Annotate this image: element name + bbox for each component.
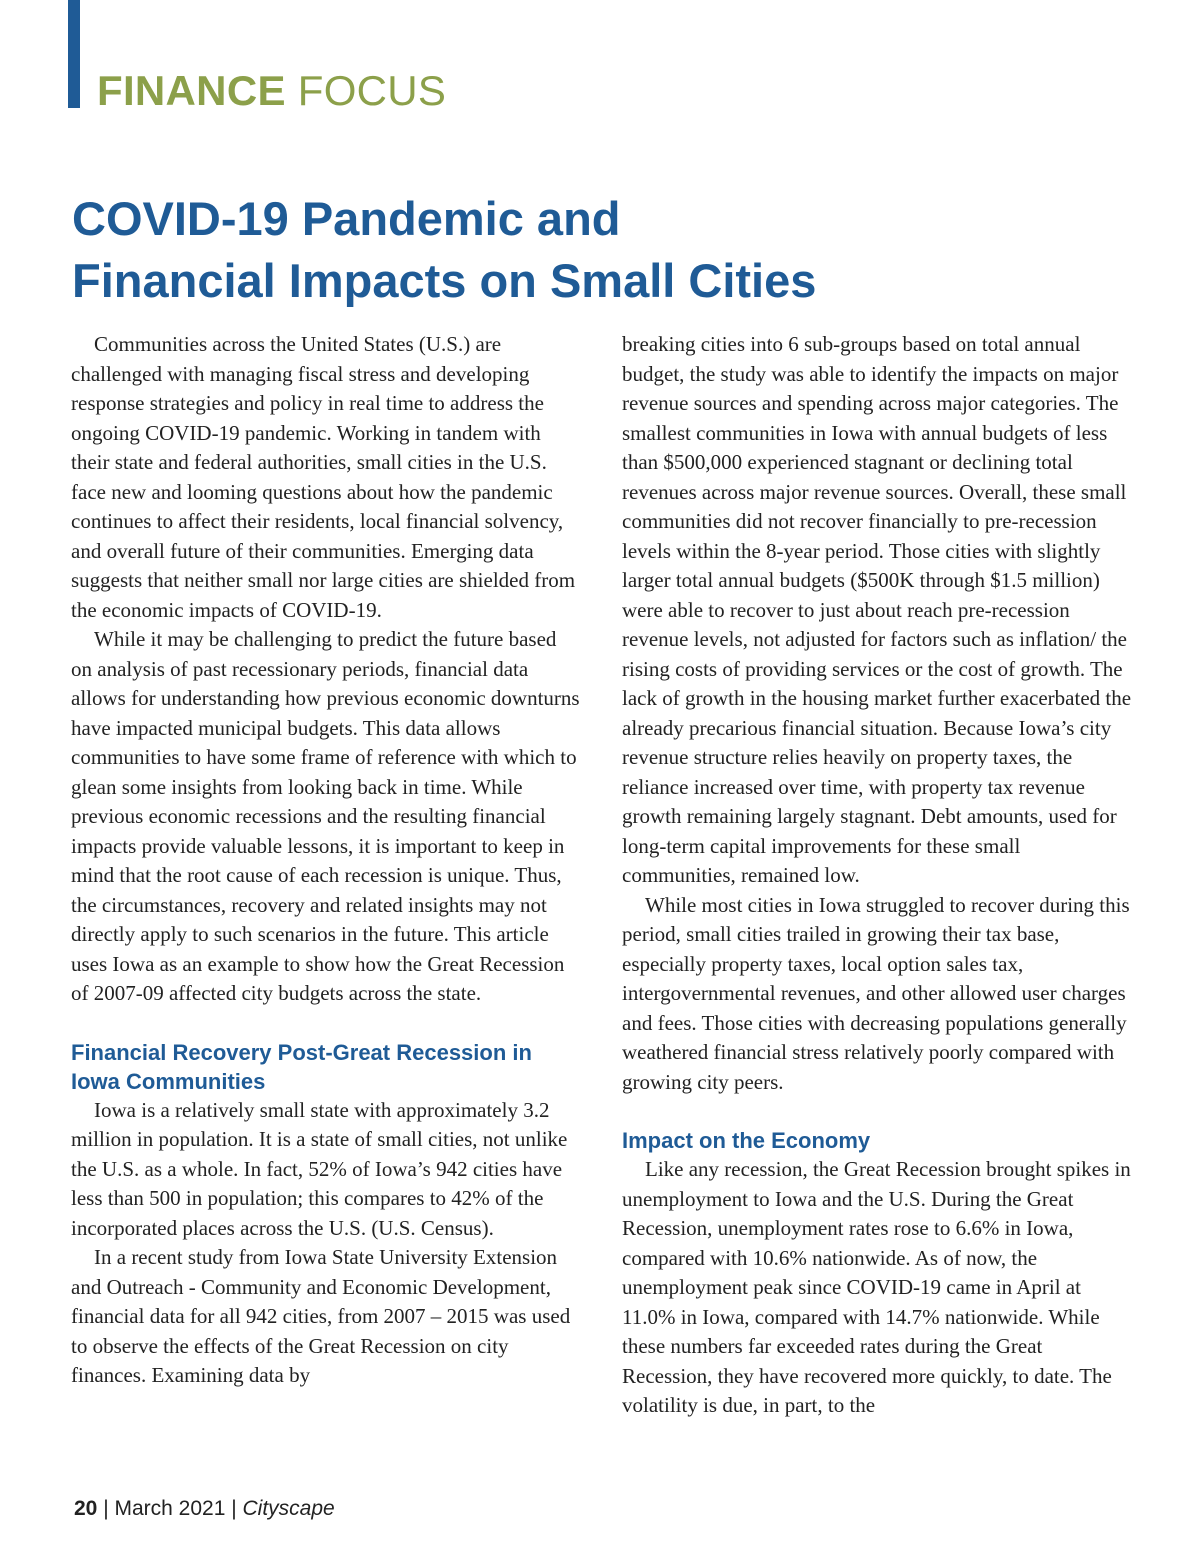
page-footer (74, 1497, 335, 1521)
article-title-line1: COVID-19 Pandemic and (72, 192, 621, 245)
footer-separator: | (97, 1497, 115, 1520)
publication-name: Cityscape (242, 1497, 335, 1520)
footer-separator: | (225, 1497, 243, 1520)
article-title (72, 188, 1132, 312)
paragraph: Like any recession, the Great Recession brought spikes in unemployment to Iowa and the U.S. During the Great Recession, unemployment rates rose to 6.6% in Iowa, compared with 10.6% nationwide. As of now, the unemployment peak since COVID-19 came in April at 11.0% in Iowa, compared with 14.7% nationwide. While these numbers far exceeded rates during the Great Recession, they have recovered more quickly, to date. The volatility is due, in part, to the (622, 1157, 1131, 1417)
article-title-line2: Financial Impacts on Small Cities (72, 254, 817, 307)
paragraph: breaking cities into 6 sub-groups based on total annual budget, the study was able to identify the impacts on major revenue sources and spending across major categories. The smallest communities in Iowa with annual budgets of less than $500,000 experienced stagnant or declining total revenues across major revenue sources. Overall, these small communities did not recover financially to pre-recession levels within the 8-year period. Those cities with slightly larger total annual budgets ($500K through $1.5 million) were able to recover to just about reach pre-recession revenue levels, not adjusted for factors such as inflation/ the rising costs of providing services or the cost of growth. The lack of growth in the housing market further exacerbated the already precarious financial situation. Because Iowa’s city revenue structure relies heavily on property taxes, the reliance increased over time, with property tax revenue growth remaining largely stagnant. Debt amounts, used for long-term capital improvements for these small communities, remained low. (622, 332, 1132, 887)
section-label (97, 67, 447, 114)
paragraph: While most cities in Iowa struggled to recover during this period, small cities trailed in growing their tax base, especially property taxes, local option sales tax, intergovernmental revenues, and other allowed user charges and fees. Those cities with decreasing populations generally weathered financial stress relatively poorly compared with growing city peers. (622, 892, 1130, 1094)
section-label-bold: FINANCE (97, 67, 286, 114)
accent-bar (68, 0, 80, 108)
paragraph: While it may be challenging to predict the future based on analysis of past recessionary periods, financial data allows for understanding how previous economic downturns have impacted municipal budgets. This data allows communities to have some frame of reference with which to glean some insights from looking back in time. While previous economic recessions and the resulting financial impacts provide valuable lessons, it is important to keep in mind that the root cause of each recession is unique. Thus, the circumstances, recovery and related insights may not directly apply to such scenarios in the future. This article uses Iowa as an example to show how the Great Recession of 2007-09 affected city budgets across the state. (71, 627, 580, 1005)
page-number: 20 (74, 1497, 98, 1520)
subheading-impact-economy: Impact on the Economy (622, 1128, 871, 1153)
left-column (71, 330, 581, 1391)
right-column (622, 330, 1132, 1421)
section-label-light: FOCUS (297, 67, 447, 114)
issue-date: March 2021 (114, 1497, 226, 1520)
paragraph: Iowa is a relatively small state with approximately 3.2 million in population. It is a state of small cities, not unlike the U.S. as a whole. In fact, 52% of Iowa’s 942 cities have less than 500 in population; this compares to 42% of the incorporated places across the U.S. (U.S. Census). (71, 1097, 568, 1240)
subheading-financial-recovery: Financial Recovery Post-Great Recession in Iowa Communities (71, 1039, 532, 1094)
paragraph: Communities across the United States (U.S.) are challenged with managing fiscal stress and developing response strategies and policy in real time to address the ongoing COVID-19 pandemic. Working in tandem with their state and federal authorities, small cities in the U.S. face new and looming questions about how the pandemic continues to affect their residents, local financial solvency, and overall future of their communities. Emerging data suggests that neither small nor large cities are shielded from the economic impacts of COVID-19. (71, 332, 576, 622)
paragraph: In a recent study from Iowa State University Extension and Outreach - Community and Economic Development, financial data for all 942 cities, from 2007 – 2015 was used to observe the effects of the Great Recession on city finances. Examining data by (71, 1245, 571, 1387)
